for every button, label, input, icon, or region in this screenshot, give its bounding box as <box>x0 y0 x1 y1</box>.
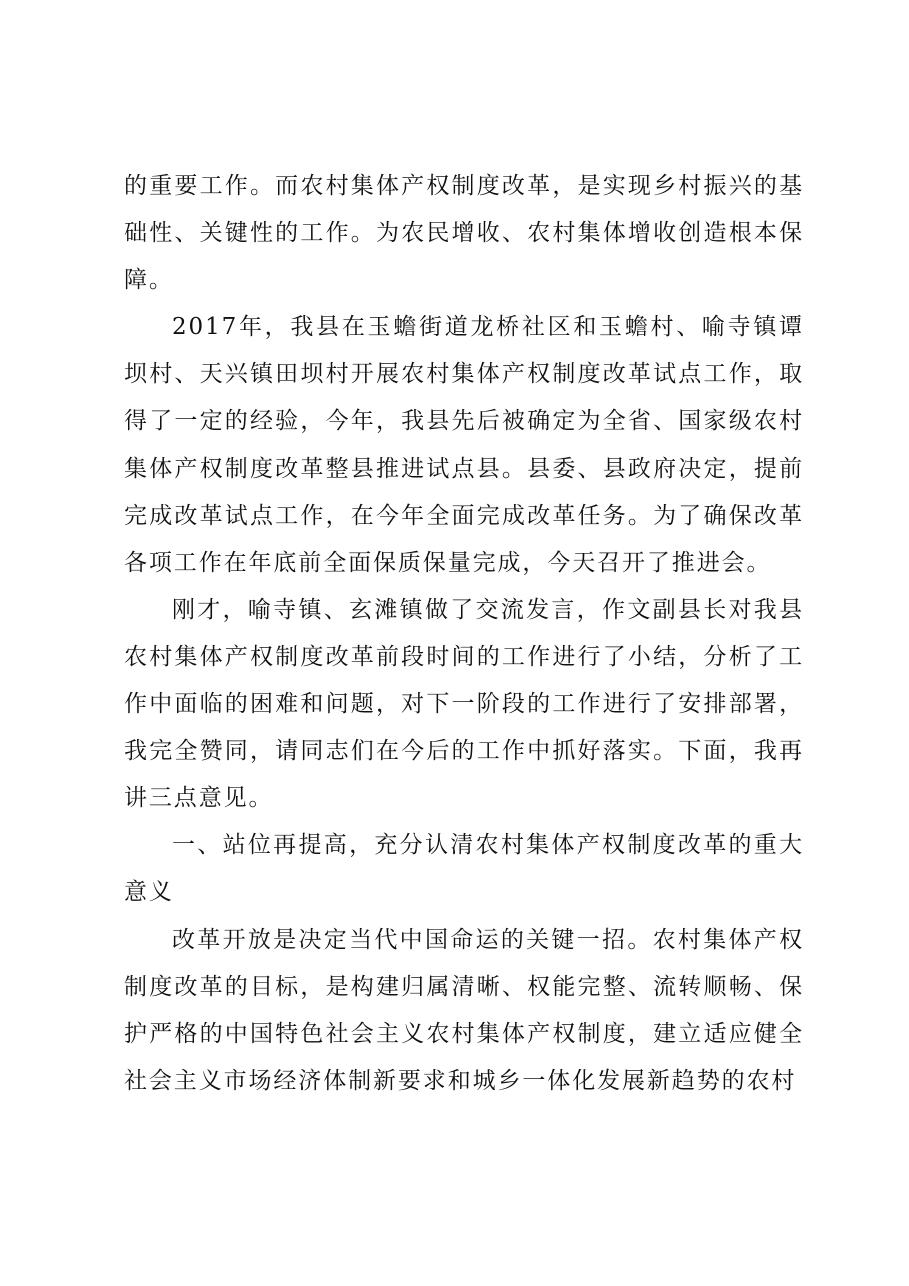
paragraph-reform-significance: 改革开放是决定当代中国命运的关键一招。农村集体产权制度改革的目标，是构建归属清晰、权能完整、流转顺畅、保护严格的中国特色社会主义农村集体产权制度，建立适应健全社会主义市场经济体制新要求和城乡一体化发展新趋势的农村 <box>124 926 804 1094</box>
paragraph-remarks: 刚才，喻寺镇、玄滩镇做了交流发言，作文副县长对我县农村集体产权制度改革前段时间的工作进行了小结，分析了工作中面临的困难和问题，对下一阶段的工作进行了安排部署，我完全赞同，请同志们在今后的工作中抓好落实。下面，我再讲三点意见。 <box>124 596 804 812</box>
paragraph-continuation: 的重要工作。而农村集体产权制度改革，是实现乡村振兴的基础性、关键性的工作。为农民增收、农村集体增收创造根本保障。 <box>124 173 804 294</box>
document-body <box>124 163 804 1105</box>
section-heading-1: 一、站位再提高，充分认清农村集体产权制度改革的重大意义 <box>124 832 804 906</box>
paragraph-pilot-work: 2017年，我县在玉蟾街道龙桥社区和玉蟾村、喻寺镇谭坝村、天兴镇田坝村开展农村集体产权制度改革试点工作，取得了一定的经验，今年，我县先后被确定为全省、国家级农村集体产权制度改革整县推进试点县。县委、县政府决定，提前完成改革试点工作，在今年全面完成改革任务。为了确保改革各项工作在年底前全面保质保量完成，今天召开了推进会。 <box>124 314 804 576</box>
